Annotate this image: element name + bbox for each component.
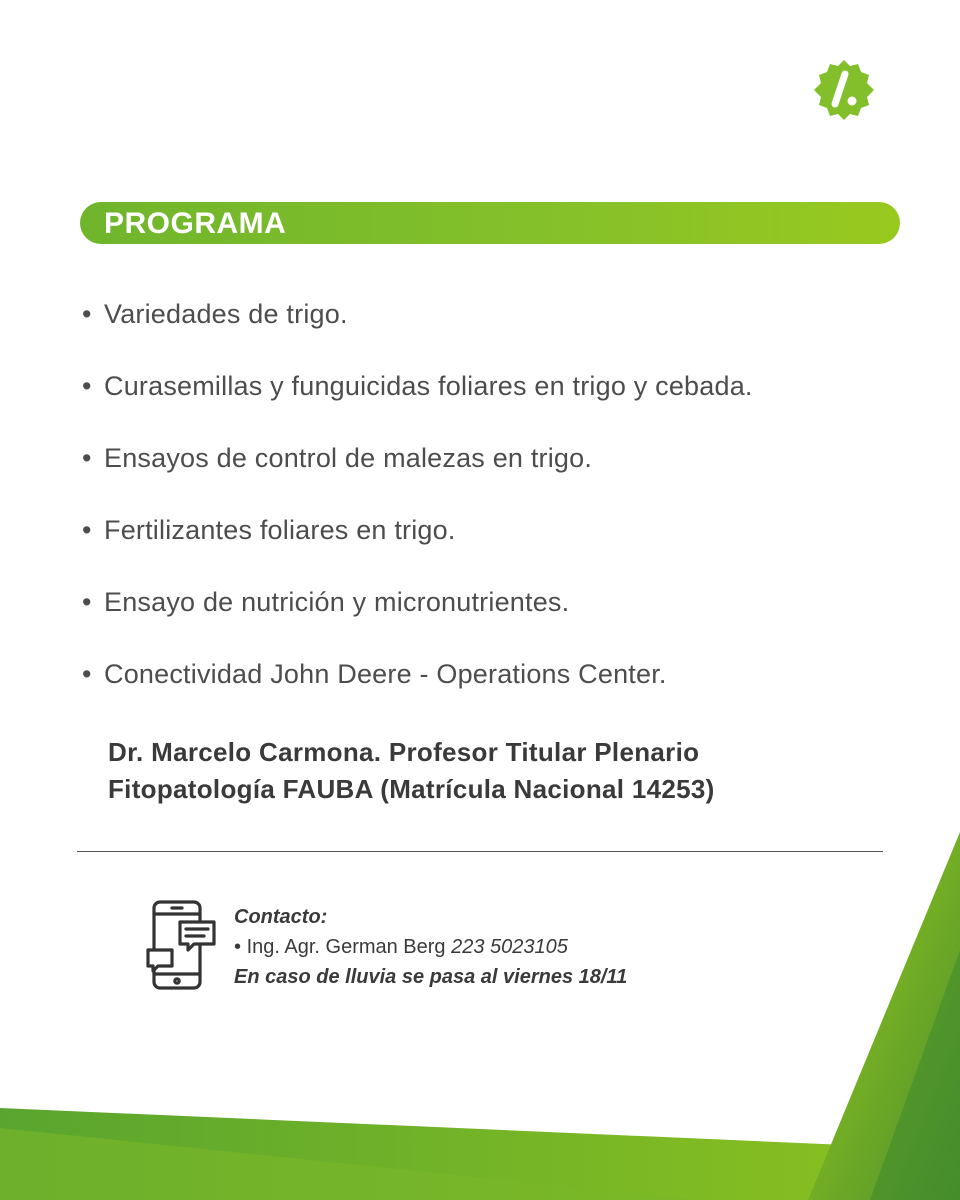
list-item-text: Conectividad John Deere - Operations Center. (104, 659, 667, 689)
list-item-text: Curasemillas y funguicidas foliares en trigo y cebada. (104, 371, 753, 401)
contact-person: Ing. Agr. German Berg (246, 936, 446, 958)
program-banner (80, 202, 900, 244)
list-item (82, 584, 753, 656)
bullet: • (82, 515, 92, 545)
contact-person-line (234, 932, 627, 962)
rain-note: En caso de lluvia se pasa al viernes 18/11 (234, 966, 628, 988)
program-title: PROGRAMA (104, 207, 287, 240)
list-item-text: Fertilizantes foliares en trigo. (104, 515, 456, 545)
phone-chat-icon (144, 898, 218, 992)
speaker-line-2: Fitopatología FAUBA (Matrícula Nacional 14253) (108, 774, 715, 804)
speaker-credit (108, 734, 715, 808)
list-item-text: Ensayo de nutrición y micronutrientes. (104, 587, 570, 617)
list-item (82, 656, 753, 728)
list-item (82, 440, 753, 512)
bullet: • (82, 443, 92, 473)
list-item-text: Variedades de trigo. (104, 299, 348, 329)
bullet: • (82, 371, 92, 401)
divider (77, 851, 883, 852)
bullet: • (234, 936, 247, 958)
contact-phone: 223 5023105 (451, 936, 568, 958)
bullet: • (82, 587, 92, 617)
list-item (82, 512, 753, 584)
list-item-text: Ensayos de control de malezas en trigo. (104, 443, 593, 473)
program-list (82, 296, 753, 728)
contact-block (234, 902, 627, 992)
list-item (82, 296, 753, 368)
green-badge-slash-icon (812, 58, 876, 122)
contact-title: Contacto: (234, 906, 328, 928)
bullet: • (82, 299, 92, 329)
speaker-line-1: Dr. Marcelo Carmona. Profesor Titular Plenario (108, 737, 700, 767)
bullet: • (82, 659, 92, 689)
list-item (82, 368, 753, 440)
